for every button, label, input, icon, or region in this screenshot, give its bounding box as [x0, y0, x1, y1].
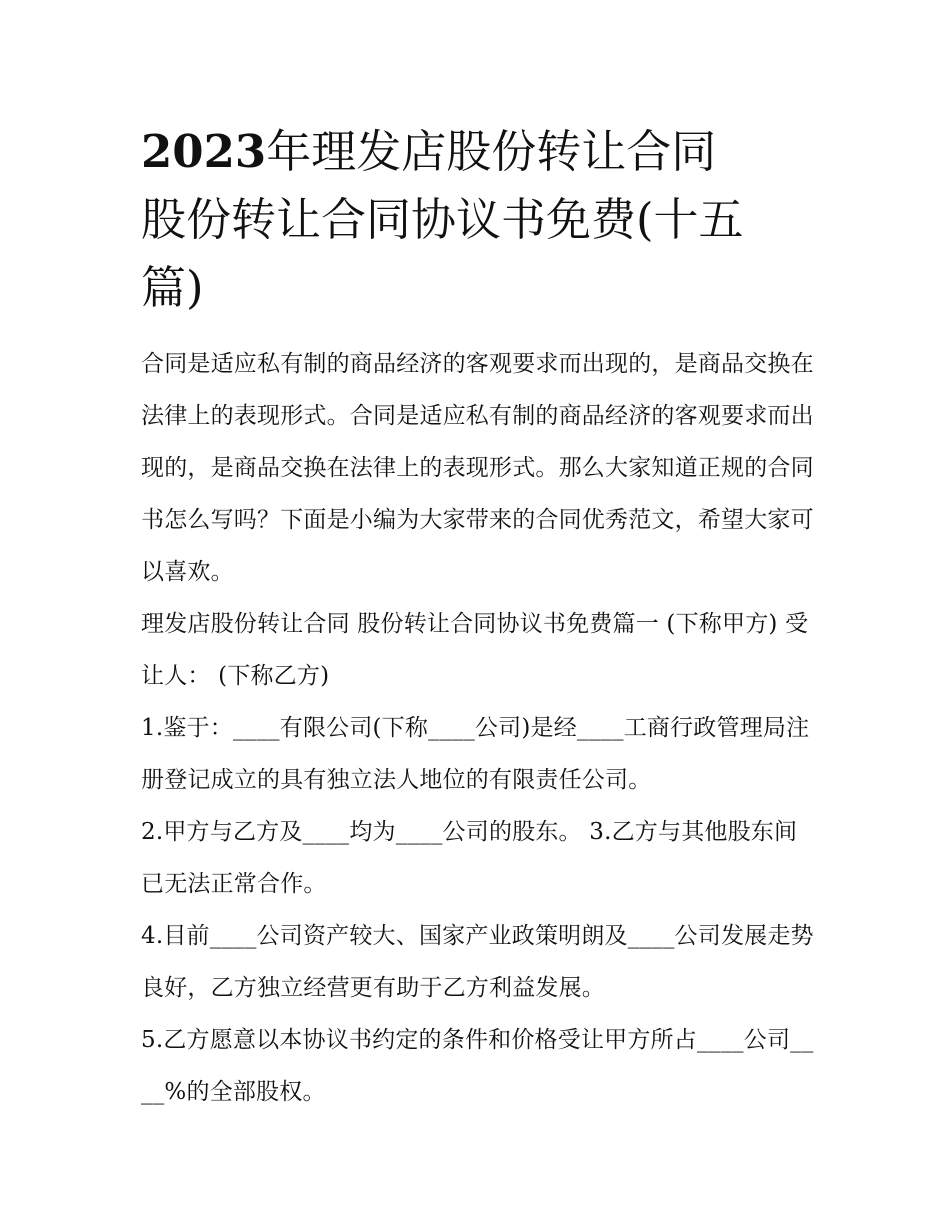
- document-body: [141, 338, 817, 1118]
- clause-4: 4.目前____公司资产较大、国家产业政策明朗及____公司发展走势良好，乙方独立经营更有助于乙方利益发展。: [141, 923, 814, 1001]
- title-line-1: [141, 118, 817, 186]
- title-line-1-text: 年理发店股份转让合同: [266, 125, 717, 178]
- title-line-3: 篇): [141, 261, 204, 314]
- document-title: [141, 118, 817, 322]
- clause-5: 5.乙方愿意以本协议书约定的条件和价格受让甲方所占____公司____%的全部股权。: [141, 1027, 814, 1105]
- title-line-2: 股份转让合同协议书免费(十五: [141, 193, 744, 246]
- intro-paragraph: 合同是适应私有制的商品经济的客观要求而出现的，是商品交换在法律上的表现形式。合同是适应私有制的商品经济的客观要求而出现的，是商品交换在法律上的表现形式。那么大家知道正规的合同书怎么写吗？下面是小编为大家带来的合同优秀范文，希望大家可以喜欢。: [141, 351, 814, 585]
- title-year: 2023: [141, 125, 267, 178]
- contract-heading-paragraph: 理发店股份转让合同 股份转让合同协议书免费篇一 (下称甲方) 受让人： (下称乙方): [141, 611, 809, 689]
- document-page: [141, 118, 817, 1118]
- clause-1: 1.鉴于：____有限公司(下称____公司)是经____工商行政管理局注册登记成立的具有独立法人地位的有限责任公司。: [141, 715, 810, 793]
- clause-2-3: 2.甲方与乙方及____均为____公司的股东。 3.乙方与其他股东间已无法正常合作。: [141, 819, 798, 897]
